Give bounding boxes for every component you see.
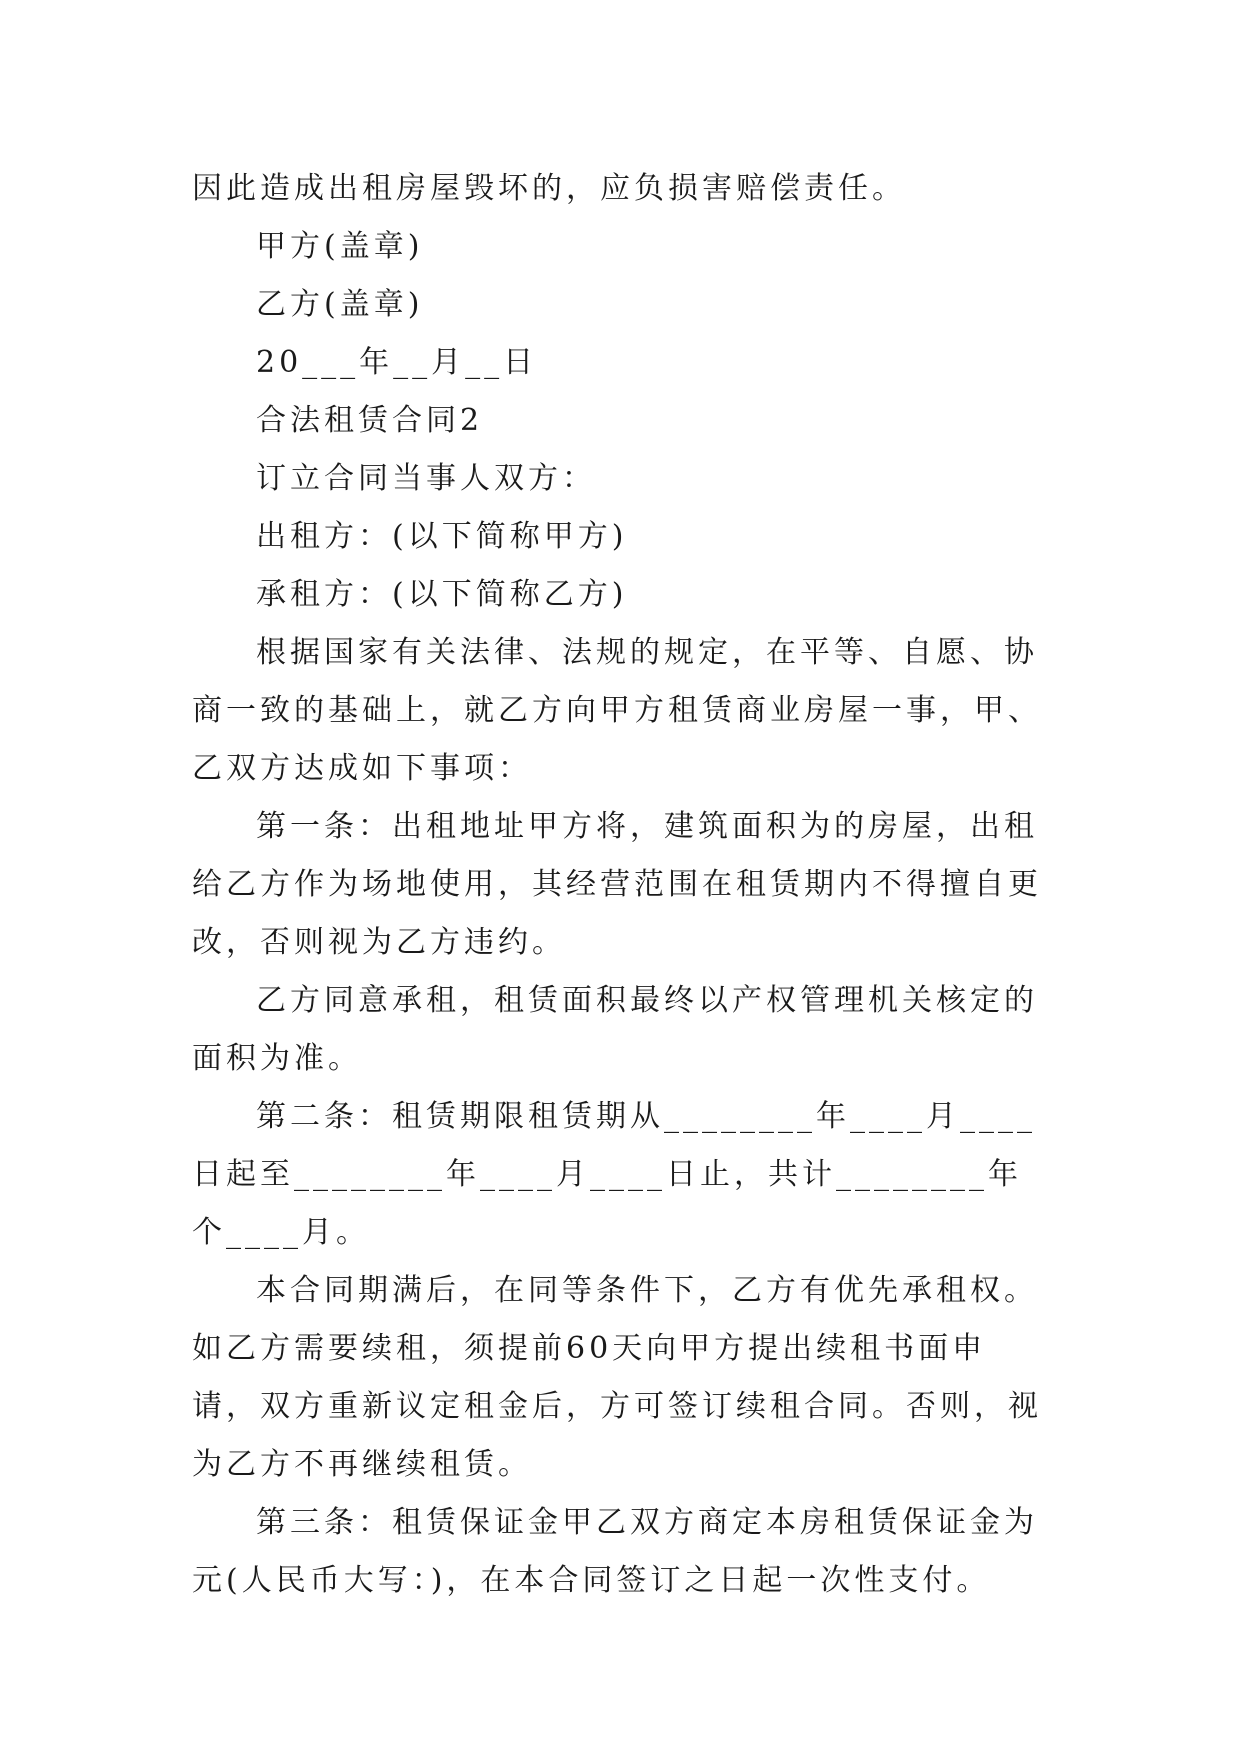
- article-3-paragraph: 第三条：租赁保证金甲乙双方商定本房租赁保证金为元(人民币大写：)，在本合同签订之日起一次性支付。: [192, 1505, 1038, 1598]
- paragraph-liability: 因此造成出租房屋毁坏的，应负损害赔偿责任。: [192, 171, 906, 206]
- party-b-seal: 乙方(盖章): [256, 287, 424, 322]
- parties-heading: 订立合同当事人双方：: [256, 461, 596, 496]
- signing-date: 20___年__月__日: [256, 345, 538, 380]
- renewal-paragraph: 本合同期满后，在同等条件下，乙方有优先承租权。如乙方需要续租，须提前60天向甲方提出续租书面申请，双方重新议定租金后，方可签订续租合同。否则，视为乙方不再继续租赁。: [192, 1273, 1042, 1482]
- preamble-paragraph: 根据国家有关法律、法规的规定，在平等、自愿、协商一致的基础上，就乙方向甲方租赁商业房屋一事，甲、乙双方达成如下事项：: [192, 635, 1042, 786]
- contract-title: 合法租赁合同2: [256, 403, 484, 438]
- lessee-line: 承租方：(以下简称乙方): [256, 577, 628, 612]
- article-2-paragraph: 第二条：租赁期限租赁期从________年____月____日起至________年____月____日止，共计________年个____月。: [192, 1099, 1036, 1250]
- document-body: [192, 160, 1052, 1610]
- lessor-line: 出租方：(以下简称甲方): [256, 519, 628, 554]
- area-paragraph: 乙方同意承租，租赁面积最终以产权管理机关核定的面积为准。: [192, 983, 1038, 1076]
- article-1-paragraph: 第一条：出租地址甲方将，建筑面积为的房屋，出租给乙方作为场地使用，其经营范围在租赁期内不得擅自更改，否则视为乙方违约。: [192, 809, 1042, 960]
- party-a-seal: 甲方(盖章): [256, 229, 424, 264]
